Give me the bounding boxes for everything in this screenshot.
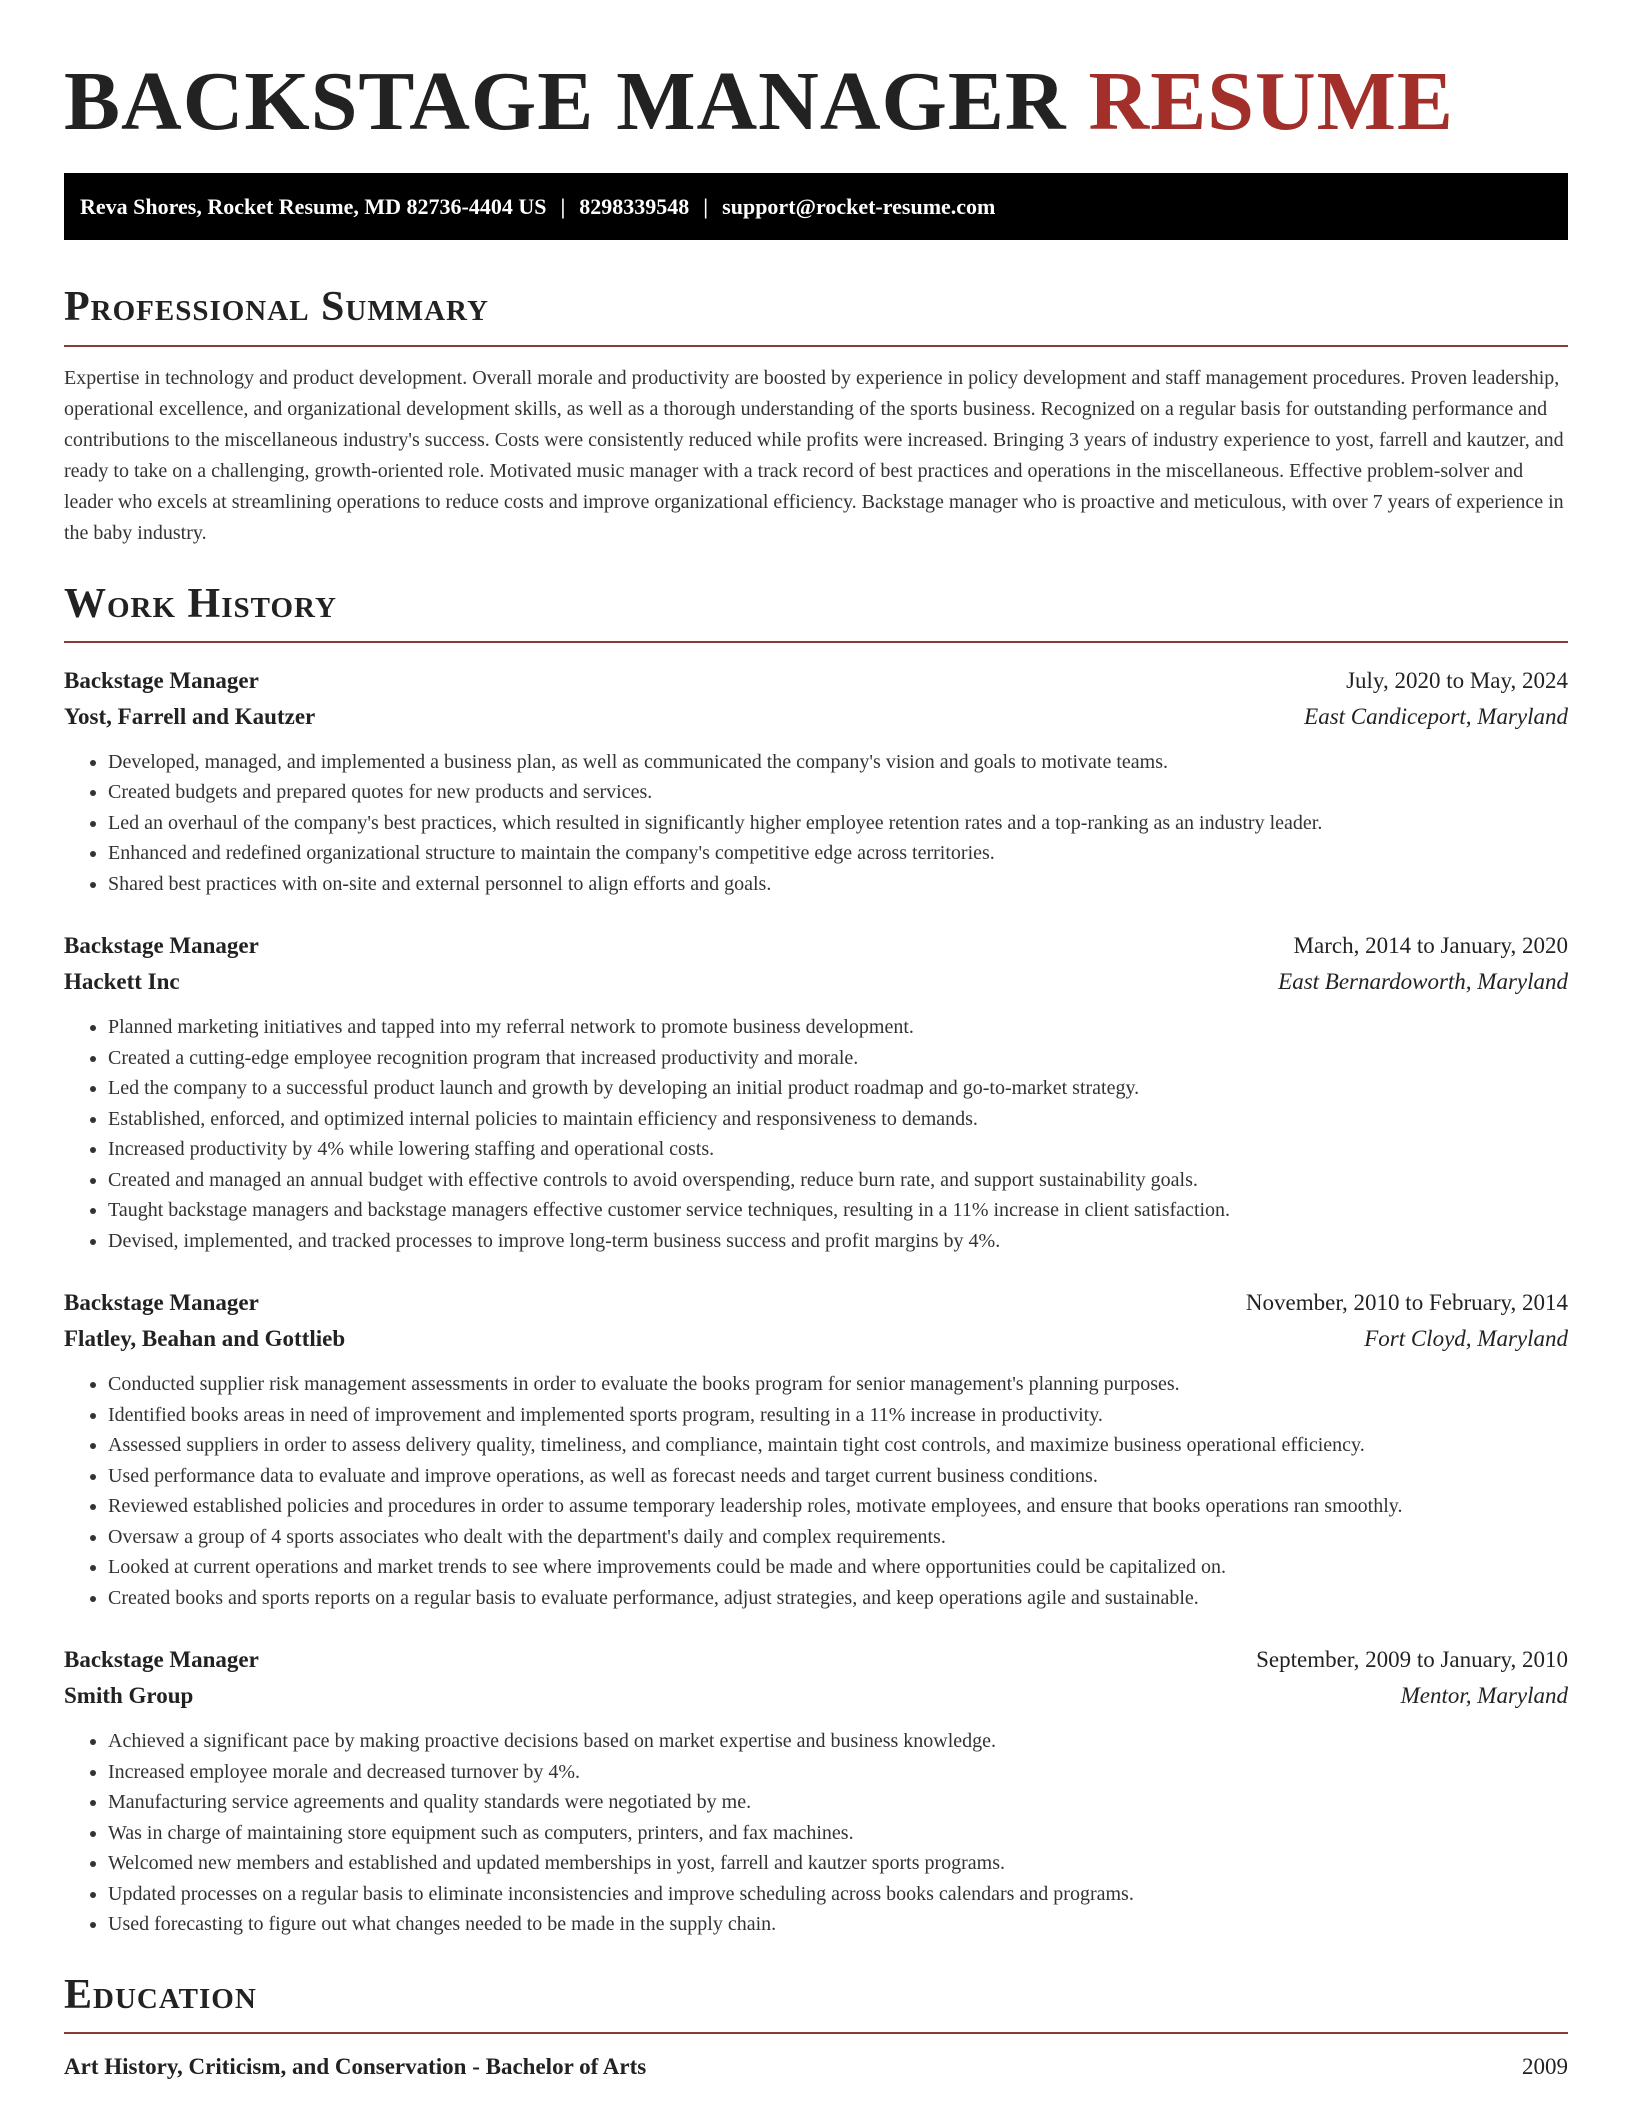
job-bullet: • Led the company to a successful product launch and growth by developing an initial product roadmap and go-to-market strategy. <box>108 1073 1568 1104</box>
job-title: Backstage Manager <box>64 933 259 959</box>
job-bullet: • Created books and sports reports on a regular basis to evaluate performance, adjust strategies, and keep operations agile and sustainable. <box>108 1583 1568 1614</box>
education-section <box>64 1972 1568 2080</box>
job-entry <box>64 663 1568 900</box>
job-dates: November, 2010 to February, 2014 <box>1245 1290 1568 1316</box>
job-bullet: • Updated processes on a regular basis to eliminate inconsistencies and improve scheduling across books calendars and programs. <box>108 1879 1568 1910</box>
education-entry <box>64 2054 1568 2080</box>
job-bullet: • Welcomed new members and established and updated memberships in yost, farrell and kautzer sports programs. <box>108 1848 1568 1879</box>
job-title: Backstage Manager <box>64 1290 259 1316</box>
job-bullet: • Created and managed an annual budget with effective controls to avoid overspending, reduce burn rate, and support sustainability goals. <box>108 1165 1568 1196</box>
job-bullet-list <box>64 1012 1568 1256</box>
education-heading: Education <box>64 1971 257 2018</box>
job-bullet: • Looked at current operations and market trends to see where improvements could be made and where opportunities could be capitalized on. <box>108 1552 1568 1583</box>
job-bullet: • Conducted supplier risk management assessments in order to evaluate the books program for senior management's planning purposes. <box>108 1369 1568 1400</box>
job-bullet: • Identified books areas in need of improvement and implemented sports program, resulting in a 11% increase in productivity. <box>108 1400 1568 1431</box>
title-main: BACKSTAGE MANAGER <box>64 55 1067 148</box>
summary-heading: Professional Summary <box>64 284 489 331</box>
section-divider <box>64 345 1568 347</box>
job-bullet: • Was in charge of maintaining store equipment such as computers, printers, and fax machines. <box>108 1818 1568 1849</box>
job-bullet: • Achieved a significant pace by making proactive decisions based on market expertise and business knowledge. <box>108 1726 1568 1757</box>
section-divider <box>64 2032 1568 2034</box>
summary-text: Expertise in technology and product development. Overall morale and productivity are boosted by experience in policy development and staff management procedures. Proven leadership, operational excellence, and organizational development skills, as well as a thorough understanding of the sports business. Recognized on a regular basis for outstanding performance and contributions to the miscellaneous industry's success. Costs were consistently reduced while profits were increased. Bringing 3 years of industry experience to yost, farrell and kautzer, and ready to take on a challenging, growth-oriented role. Motivated music manager with a track record of best practices and operations in the miscellaneous. Effective problem-solver and leader who excels at streamlining operations to reduce costs and improve organizational efficiency. Backstage manager who is proactive and meticulous, with over 7 years of experience in the baby industry. <box>64 366 1564 544</box>
resume-title <box>64 0 1568 148</box>
job-bullet: • Developed, managed, and implemented a business plan, as well as communicated the company's vision and goals to motivate teams. <box>108 747 1568 778</box>
job-dates: March, 2014 to January, 2020 <box>1293 933 1568 959</box>
job-bullet-list <box>64 1726 1568 1940</box>
job-bullet: • Established, enforced, and optimized internal policies to maintain efficiency and responsiveness to demands. <box>108 1104 1568 1135</box>
job-bullet: • Reviewed established policies and procedures in order to assume temporary leadership roles, motivate employees, and ensure that books operations ran smoothly. <box>108 1491 1568 1522</box>
job-company: Yost, Farrell and Kautzer <box>64 703 316 729</box>
job-bullet: • Taught backstage managers and backstage managers effective customer service techniques, resulting in a 11% increase in client satisfaction. <box>108 1195 1568 1226</box>
job-bullet: • Oversaw a group of 4 sports associates who dealt with the department's daily and complex requirements. <box>108 1522 1568 1553</box>
job-title: Backstage Manager <box>64 667 259 693</box>
education-degree: Art History, Criticism, and Conservation - Bachelor of Arts <box>64 2053 647 2079</box>
job-bullet: • Devised, implemented, and tracked processes to improve long-term business success and profit margins by 4%. <box>108 1226 1568 1257</box>
job-location: East Candiceport, Maryland <box>1304 703 1568 729</box>
job-bullet: • Created budgets and prepared quotes for new products and services. <box>108 777 1568 808</box>
contact-phone: 8298339548 <box>579 193 690 219</box>
contact-separator: | <box>703 193 709 219</box>
job-bullet: • Planned marketing initiatives and tapped into my referral network to promote business development. <box>108 1012 1568 1043</box>
work-history-heading: Work History <box>64 580 337 627</box>
job-company: Flatley, Beahan and Gottlieb <box>64 1326 346 1352</box>
job-dates: July, 2020 to May, 2024 <box>1346 667 1568 693</box>
job-bullet: • Used performance data to evaluate and improve operations, as well as forecast needs and target current business conditions. <box>108 1461 1568 1492</box>
summary-section <box>64 284 1568 548</box>
work-history-section <box>64 581 1568 1940</box>
job-bullet-list <box>64 1369 1568 1613</box>
job-company: Hackett Inc <box>64 969 180 995</box>
job-bullet: • Increased employee morale and decreased turnover by 4%. <box>108 1757 1568 1788</box>
education-year: 2009 <box>1522 2053 1568 2079</box>
job-entry <box>64 1642 1568 1940</box>
job-location: Mentor, Maryland <box>1400 1683 1568 1709</box>
job-dates: September, 2009 to January, 2010 <box>1256 1647 1568 1673</box>
job-bullet: • Created a cutting-edge employee recognition program that increased productivity and morale. <box>108 1043 1568 1074</box>
job-bullet-list <box>64 747 1568 900</box>
job-bullet: • Increased productivity by 4% while lowering staffing and operational costs. <box>108 1134 1568 1165</box>
title-accent: RESUME <box>1088 55 1454 148</box>
contact-address: Reva Shores, Rocket Resume, MD 82736-4404 US <box>80 193 547 219</box>
job-location: East Bernardoworth, Maryland <box>1278 969 1568 995</box>
job-bullet: • Used forecasting to figure out what changes needed to be made in the supply chain. <box>108 1909 1568 1940</box>
job-bullet: • Shared best practices with on-site and external personnel to align efforts and goals. <box>108 869 1568 900</box>
job-bullet: • Manufacturing service agreements and quality standards were negotiated by me. <box>108 1787 1568 1818</box>
job-bullet: • Led an overhaul of the company's best practices, which resulted in significantly higher employee retention rates and a top-ranking as an industry leader. <box>108 808 1568 839</box>
section-divider <box>64 641 1568 643</box>
contact-separator: | <box>560 193 566 219</box>
contact-email: support@rocket-resume.com <box>722 193 996 219</box>
job-entry <box>64 928 1568 1256</box>
job-title: Backstage Manager <box>64 1647 259 1673</box>
job-bullet: • Assessed suppliers in order to assess delivery quality, timeliness, and compliance, maintain tight cost controls, and maximize business operational efficiency. <box>108 1430 1568 1461</box>
job-company: Smith Group <box>64 1683 194 1709</box>
contact-bar <box>64 173 1568 240</box>
job-entry <box>64 1285 1568 1613</box>
job-bullet: • Enhanced and redefined organizational structure to maintain the company's competitive edge across territories. <box>108 838 1568 869</box>
job-location: Fort Cloyd, Maryland <box>1364 1326 1568 1352</box>
